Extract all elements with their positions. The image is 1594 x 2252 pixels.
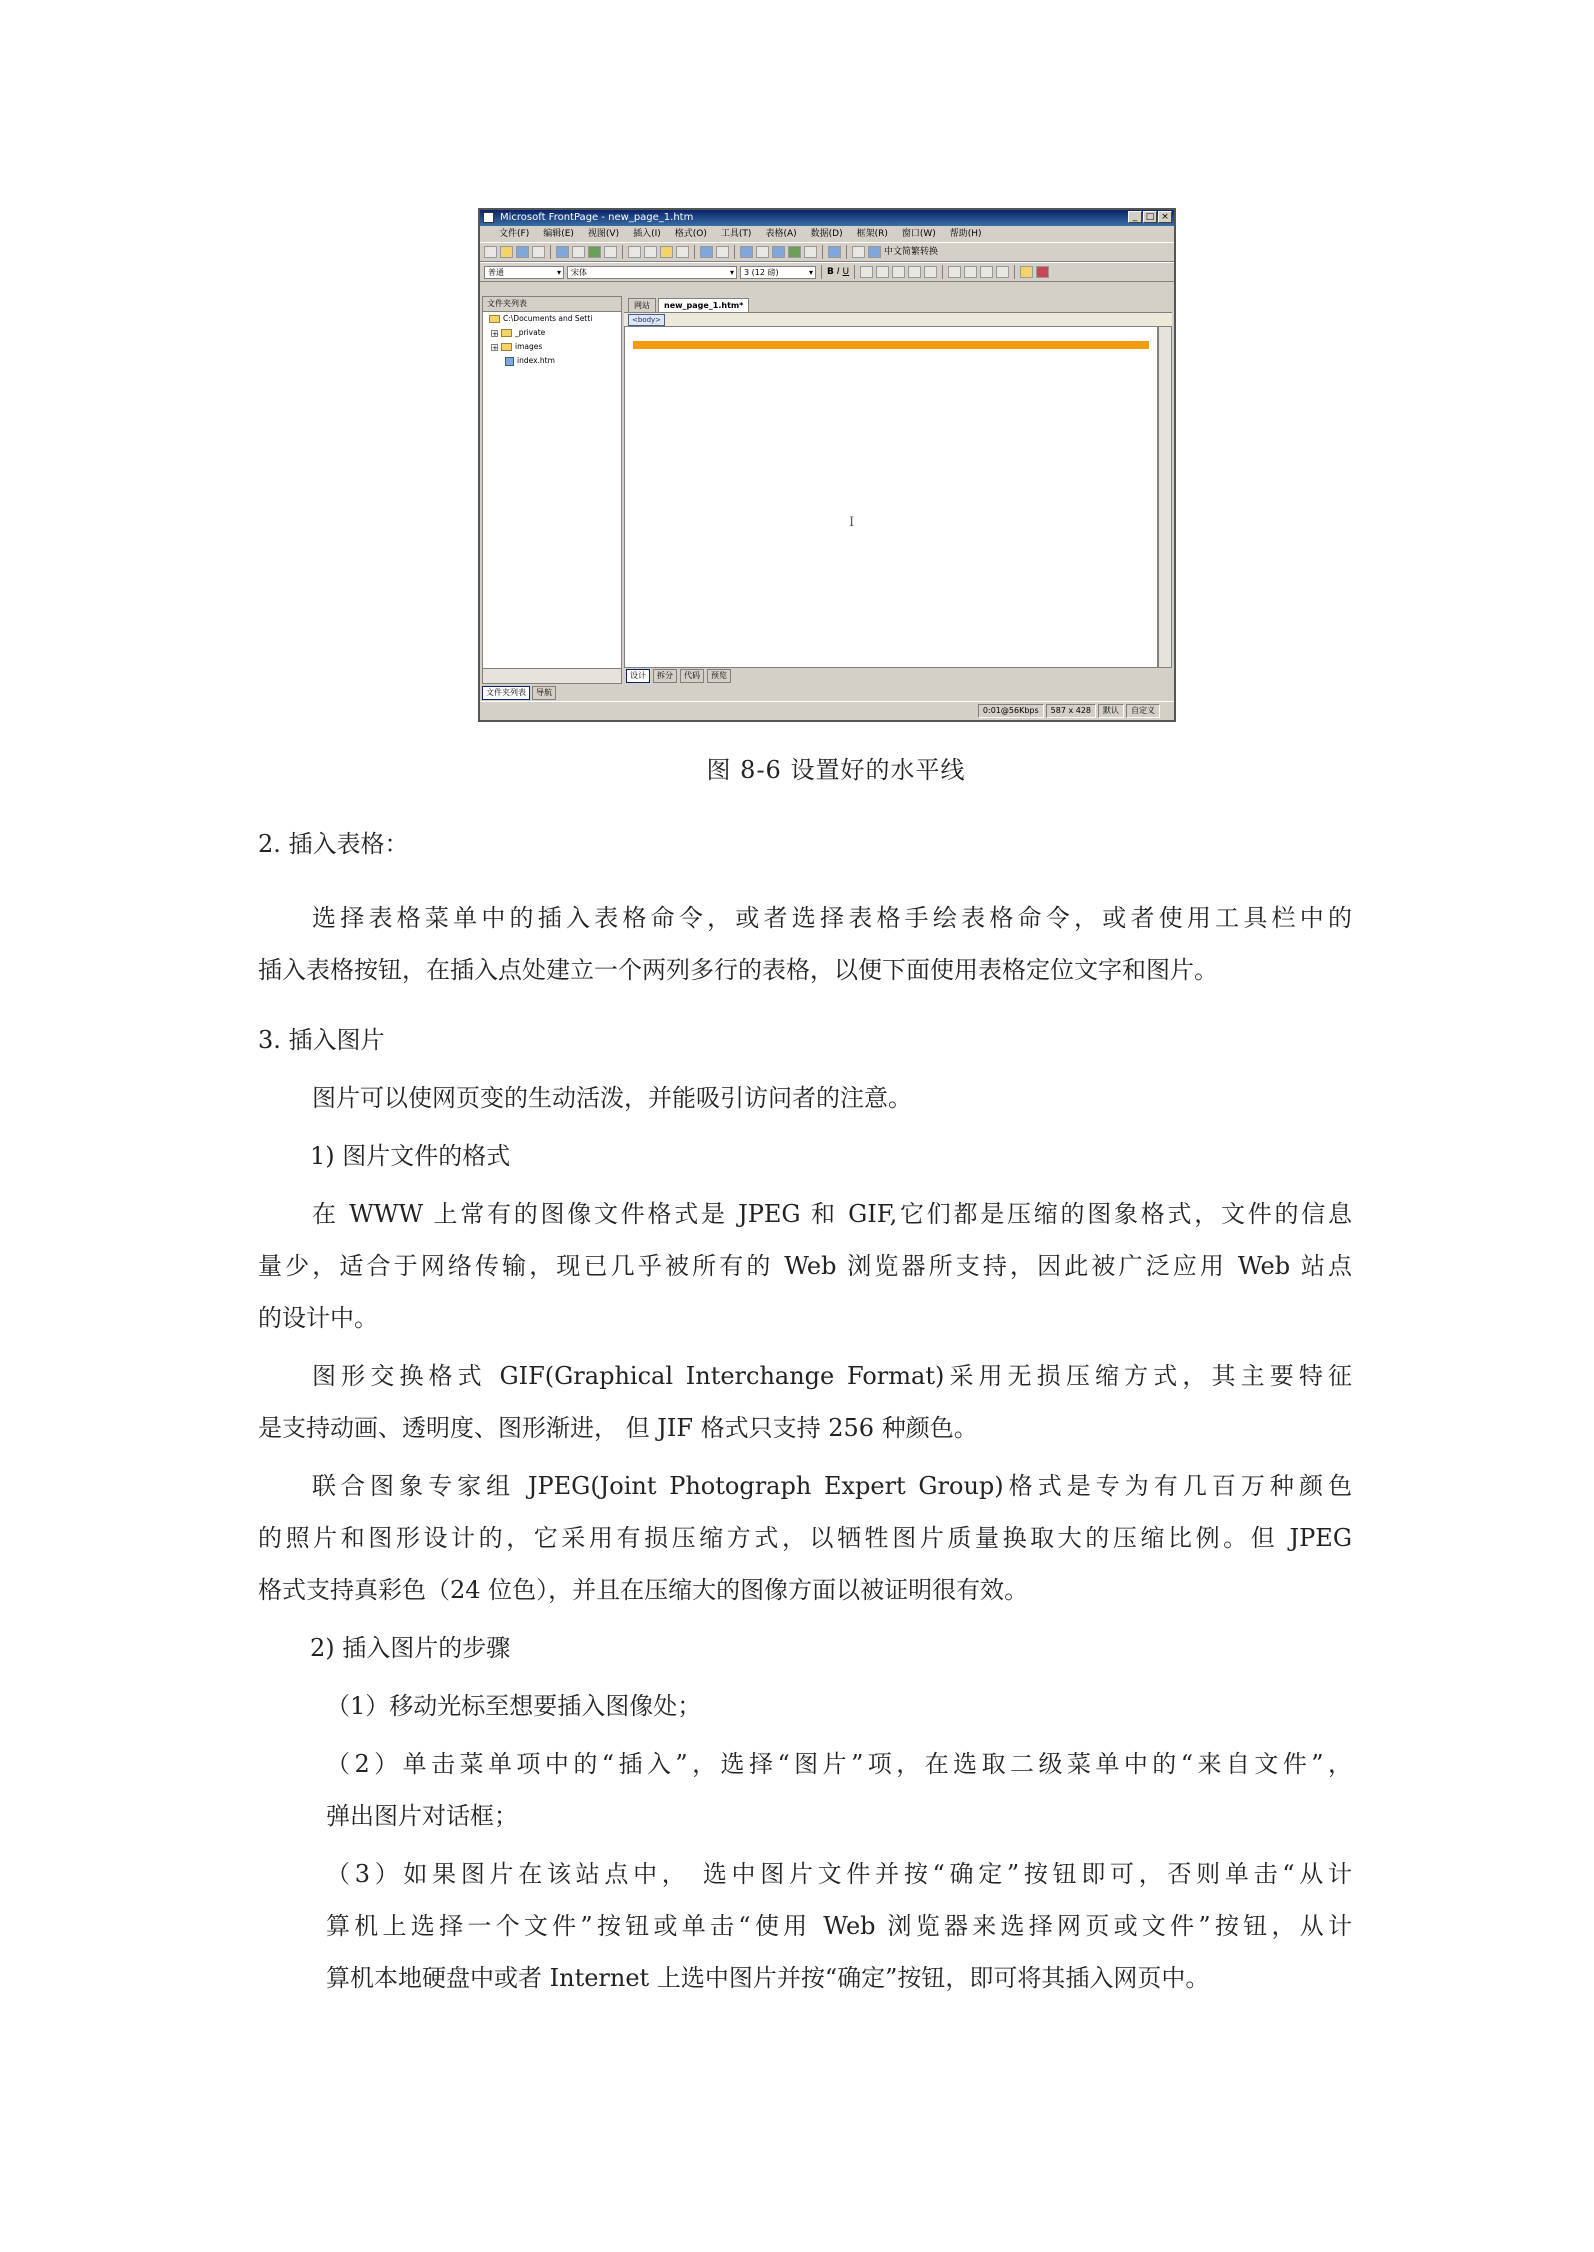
web-component-icon[interactable] xyxy=(740,246,753,258)
font-color-icon[interactable] xyxy=(1036,266,1049,278)
search-icon[interactable] xyxy=(532,246,545,258)
menu-table[interactable]: 表格(A) xyxy=(765,229,797,239)
view-tabs xyxy=(624,668,1172,684)
menu-window[interactable]: 窗口(W) xyxy=(901,229,936,239)
menu-insert[interactable]: 插入(I) xyxy=(633,229,661,239)
help-icon[interactable] xyxy=(868,246,881,258)
italic-button[interactable]: I xyxy=(836,267,840,277)
tree-item-images[interactable] xyxy=(483,340,621,354)
toolbar-divider xyxy=(821,265,822,279)
expand-plus-icon[interactable]: + xyxy=(492,329,498,338)
section-heading-insert-image: 3. 插入图片 xyxy=(258,1026,385,1054)
font-combo[interactable]: 宋体 ▾ xyxy=(567,266,737,279)
new-page-icon[interactable] xyxy=(484,246,497,258)
status-custom: 自定义 xyxy=(1126,704,1160,718)
font-size-combo[interactable]: 3 (12 磅) ▾ xyxy=(740,266,816,279)
view-tab-code[interactable]: 代码 xyxy=(680,669,704,683)
drawing-icon[interactable] xyxy=(804,246,817,258)
tree-root-label: C:\Documents and Setti xyxy=(503,314,593,323)
toolbar-divider xyxy=(694,245,695,259)
bullets-icon[interactable] xyxy=(964,266,977,278)
hyperlink-icon[interactable] xyxy=(828,246,841,258)
editor-vertical-scrollbar[interactable] xyxy=(1158,326,1172,668)
paragraph-line: 选择表格菜单中的插入表格命令，或者选择表格手绘表格命令，或者使用工具栏中的 xyxy=(312,904,1352,932)
paragraph-line: 量少，适合于网络传输，现已几乎被所有的 Web 浏览器所支持，因此被广泛应用 Web 站点 xyxy=(258,1252,1352,1280)
horizontal-line[interactable] xyxy=(633,341,1149,349)
menu-file[interactable]: 文件(F) xyxy=(499,229,530,239)
status-bar xyxy=(480,701,1174,720)
increase-indent-icon[interactable] xyxy=(996,266,1009,278)
show-all-icon[interactable] xyxy=(852,246,865,258)
tree-item-label: index.htm xyxy=(517,356,555,365)
subsection-heading-formats: 1) 图片文件的格式 xyxy=(310,1142,511,1170)
paragraph-line: 图片可以使网页变的生动活泼，并能吸引访问者的注意。 xyxy=(312,1084,912,1112)
copy-icon[interactable] xyxy=(644,246,657,258)
tree-item-index[interactable] xyxy=(483,354,621,368)
step-3-line: 算机上选择一个文件”按钮或单击“使用 Web 浏览器来选择网页或文件”按钮，从计 xyxy=(326,1912,1352,1940)
paragraph-line: 格式支持真彩色（24 位色），并且在压缩大的图像方面以被证明很有效。 xyxy=(258,1576,1029,1604)
folder-horizontal-scrollbar[interactable] xyxy=(483,668,621,683)
paste-icon[interactable] xyxy=(660,246,673,258)
align-center-icon[interactable] xyxy=(876,266,889,278)
document-tabs xyxy=(624,296,1172,312)
quick-tag-selector xyxy=(624,312,1172,327)
maximize-button[interactable]: □ xyxy=(1143,211,1157,223)
view-tab-split[interactable]: 拆分 xyxy=(653,669,677,683)
cut-icon[interactable] xyxy=(628,246,641,258)
decrease-indent-icon[interactable] xyxy=(980,266,993,278)
paragraph-line: 在 WWW 上常有的图像文件格式是 JPEG 和 GIF,它们都是压缩的图象格式，文件的信息 xyxy=(312,1200,1352,1228)
paragraph-line: 联合图象专家组 JPEG(Joint Photograph Expert Group)格式是专为有几百万种颜色 xyxy=(312,1472,1352,1500)
paragraph-line: 图形交换格式 GIF(Graphical Interchange Format)采用无损压缩方式，其主要特征 xyxy=(312,1362,1352,1390)
toolbar-divider xyxy=(846,245,847,259)
paragraph-line: 插入表格按钮，在插入点处建立一个两列多行的表格，以便下面使用表格定位文字和图片。 xyxy=(258,956,1218,984)
folder-list-pane xyxy=(482,296,622,684)
toolbar-divider xyxy=(1014,265,1015,279)
save-icon[interactable] xyxy=(516,246,529,258)
print-icon[interactable] xyxy=(572,246,585,258)
frontpage-screenshot xyxy=(478,208,1176,722)
status-download-time: 0:01@56Kbps xyxy=(978,704,1044,718)
style-combo[interactable]: 普通 ▾ xyxy=(484,266,564,279)
tree-root[interactable] xyxy=(483,312,621,326)
step-3-line: （3）如果图片在该站点中， 选中图片文件并按“确定”按钮即可，否则单击“从计 xyxy=(326,1860,1352,1888)
redo-icon[interactable] xyxy=(716,246,729,258)
insert-picture-icon[interactable] xyxy=(788,246,801,258)
formatting-toolbar xyxy=(480,262,1174,282)
view-tab-preview[interactable]: 预览 xyxy=(707,669,731,683)
tree-item-private[interactable] xyxy=(483,326,621,340)
toolbar-divider xyxy=(734,245,735,259)
step-3-line: 算机本地硬盘中或者 Internet 上选中图片并按“确定”按钮，即可将其插入网页中。 xyxy=(326,1964,1210,1992)
tab-website[interactable]: 网站 xyxy=(628,298,656,312)
insert-layer-icon[interactable] xyxy=(772,246,785,258)
figure-caption: 图 8-6 设置好的水平线 xyxy=(706,756,966,784)
justify-icon[interactable] xyxy=(908,266,921,278)
tree-item-label: images xyxy=(515,342,543,351)
align-left-icon[interactable] xyxy=(860,266,873,278)
minimize-button[interactable]: _ xyxy=(1128,211,1142,223)
folder-pane-tabs xyxy=(482,686,622,700)
folder-tab-navigation[interactable]: 导航 xyxy=(532,686,556,700)
menu-format[interactable]: 格式(O) xyxy=(674,229,707,239)
align-right-icon[interactable] xyxy=(892,266,905,278)
toolbar-divider xyxy=(622,245,623,259)
open-folder-icon[interactable] xyxy=(500,246,513,258)
standard-toolbar xyxy=(480,242,1174,262)
step-1: （1）移动光标至想要插入图像处； xyxy=(326,1692,702,1720)
undo-icon[interactable] xyxy=(700,246,713,258)
section-heading-insert-table: 2. 插入表格： xyxy=(258,830,409,858)
menu-data[interactable]: 数据(D) xyxy=(810,229,843,239)
spelling-icon[interactable] xyxy=(604,246,617,258)
font-grow-icon[interactable] xyxy=(924,266,937,278)
close-button[interactable]: × xyxy=(1158,211,1172,223)
toolbar-divider xyxy=(854,265,855,279)
status-mode: 默认 xyxy=(1098,704,1124,718)
numbering-icon[interactable] xyxy=(948,266,961,278)
folder-list-title: 文件夹列表 xyxy=(483,297,621,312)
insert-table-icon[interactable] xyxy=(756,246,769,258)
page-pane xyxy=(624,296,1172,684)
status-page-size[interactable]: 587 x 428 xyxy=(1046,704,1096,718)
format-painter-icon[interactable] xyxy=(676,246,689,258)
bold-button[interactable]: B xyxy=(827,267,834,277)
frontpage-app-icon xyxy=(483,212,494,223)
folder-icon xyxy=(501,343,512,351)
toolbar-divider xyxy=(550,245,551,259)
window-title: Microsoft FrontPage - new_page_1.htm xyxy=(500,212,694,223)
menu-view[interactable]: 视图(V) xyxy=(587,229,620,239)
paragraph-line: 是支持动画、透明度、图形渐进， 但 JIF 格式只支持 256 种颜色。 xyxy=(258,1414,978,1442)
expand-plus-icon[interactable]: + xyxy=(492,343,498,352)
toolbar-divider xyxy=(942,265,943,279)
publish-icon[interactable] xyxy=(556,246,569,258)
text-cursor: I xyxy=(849,515,855,530)
preview-icon[interactable] xyxy=(588,246,601,258)
window-title-bar xyxy=(480,210,1174,226)
step-2-line: （2）单击菜单项中的“插入”，选择“图片”项，在选取二级菜单中的“来自文件”， xyxy=(326,1750,1352,1778)
folder-tab-folders[interactable]: 文件夹列表 xyxy=(482,686,530,700)
step-2-line: 弹出图片对话框； xyxy=(326,1802,518,1830)
tab-new-page[interactable]: new_page_1.htm* xyxy=(658,298,749,312)
work-area xyxy=(480,296,1174,684)
paragraph-line: 的设计中。 xyxy=(258,1304,378,1332)
highlight-color-icon[interactable] xyxy=(1020,266,1033,278)
view-tab-design[interactable]: 设计 xyxy=(626,669,650,683)
folder-open-icon xyxy=(489,315,500,323)
tree-item-label: _private xyxy=(515,328,546,337)
menu-help[interactable]: 帮助(H) xyxy=(949,229,982,239)
folder-icon xyxy=(501,329,512,337)
toolbar-divider xyxy=(822,245,823,259)
quick-tag-body[interactable]: <body> xyxy=(628,314,665,326)
subsection-heading-steps: 2) 插入图片的步骤 xyxy=(310,1634,511,1662)
paragraph-line: 的照片和图形设计的，它采用有损压缩方式，以牺牲图片质量换取大的压缩比例。但 JPEG xyxy=(258,1524,1352,1552)
home-page-icon xyxy=(505,357,514,366)
ime-conversion-button[interactable]: 中文简繁转换 xyxy=(884,247,939,257)
menu-tools[interactable]: 工具(T) xyxy=(720,229,752,239)
underline-button[interactable]: U xyxy=(842,267,850,277)
design-editor[interactable] xyxy=(624,326,1158,668)
menu-bar xyxy=(480,226,1174,242)
menu-frames[interactable]: 框架(R) xyxy=(856,229,888,239)
menu-edit[interactable]: 编辑(E) xyxy=(543,229,574,239)
